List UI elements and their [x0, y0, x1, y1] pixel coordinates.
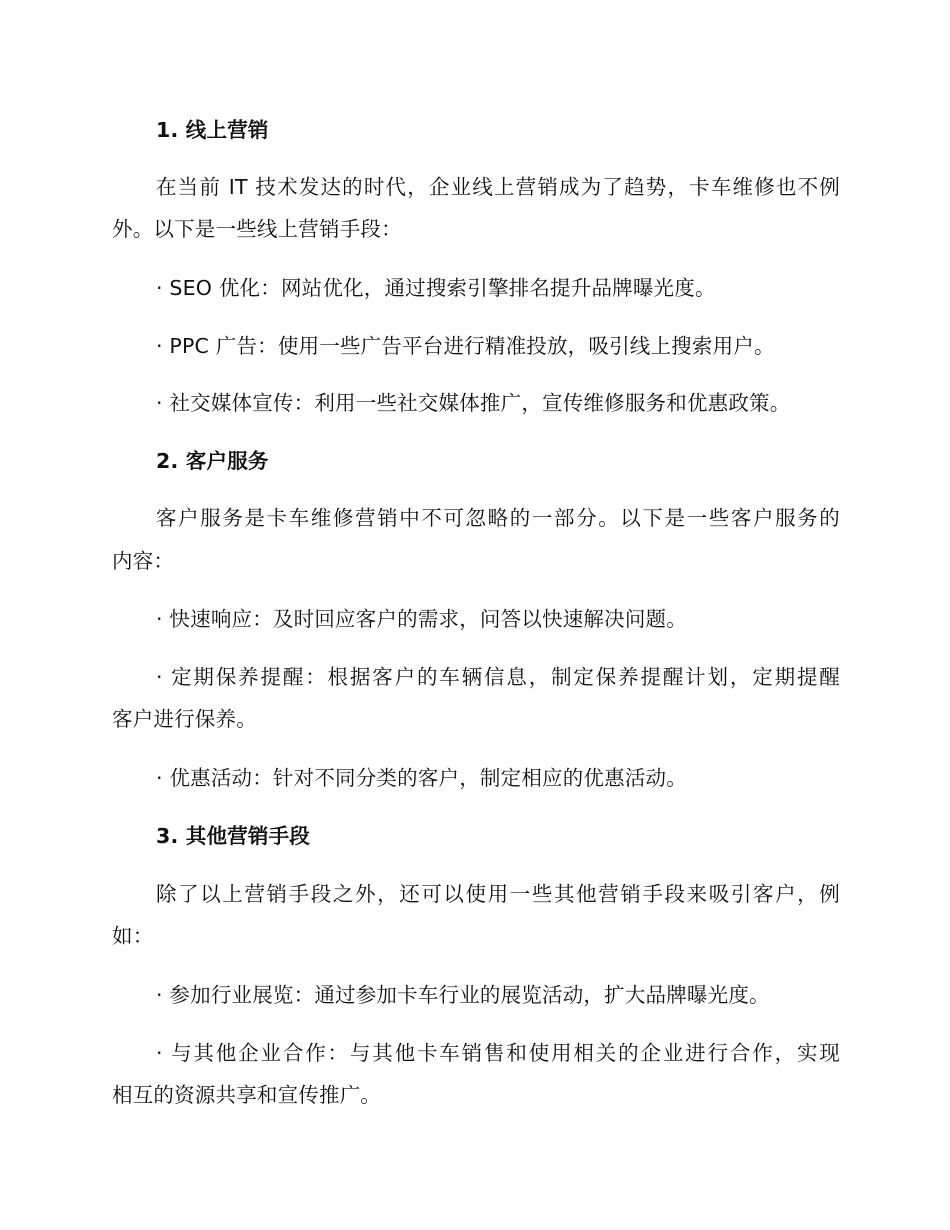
bullet-item-continuation: 客户进行保养。 — [112, 707, 257, 731]
paragraph-line: 外。以下是一些线上营销手段： — [112, 217, 402, 241]
section-heading: 1. 线上营销 — [156, 118, 269, 142]
paragraph-line: 内容： — [112, 549, 175, 573]
paragraph-line: 在当前 IT 技术发达的时代，企业线上营销成为了趋势，卡车维修也不例 — [156, 175, 840, 199]
section-heading: 2. 客户服务 — [156, 449, 269, 473]
paragraph-line: 如： — [112, 924, 154, 948]
bullet-item: · PPC 广告：使用一些广告平台进行精准投放，吸引线上搜索用户。 — [156, 334, 775, 358]
bullet-item: · 社交媒体宣传：利用一些社交媒体推广，宣传维修服务和优惠政策。 — [156, 391, 791, 415]
section-heading: 3. 其他营销手段 — [156, 824, 310, 848]
paragraph-line: 除了以上营销手段之外，还可以使用一些其他营销手段来吸引客户，例 — [156, 882, 840, 906]
bullet-item: · 与其他企业合作：与其他卡车销售和使用相关的企业进行合作，实现 — [156, 1041, 840, 1065]
bullet-item: · 优惠活动：针对不同分类的客户，制定相应的优惠活动。 — [156, 766, 687, 790]
bullet-item: · 快速响应：及时回应客户的需求，问答以快速解决问题。 — [156, 607, 687, 631]
bullet-item: · 参加行业展览：通过参加卡车行业的展览活动，扩大品牌曝光度。 — [156, 983, 770, 1007]
bullet-item-continuation: 相互的资源共享和宣传推广。 — [112, 1083, 382, 1107]
paragraph-line: 客户服务是卡车维修营销中不可忽略的一部分。以下是一些客户服务的 — [156, 506, 840, 530]
bullet-item: · SEO 优化：网站优化，通过搜索引擎排名提升品牌曝光度。 — [156, 276, 716, 300]
bullet-item: · 定期保养提醒：根据客户的车辆信息，制定保养提醒计划，定期提醒 — [156, 665, 840, 689]
